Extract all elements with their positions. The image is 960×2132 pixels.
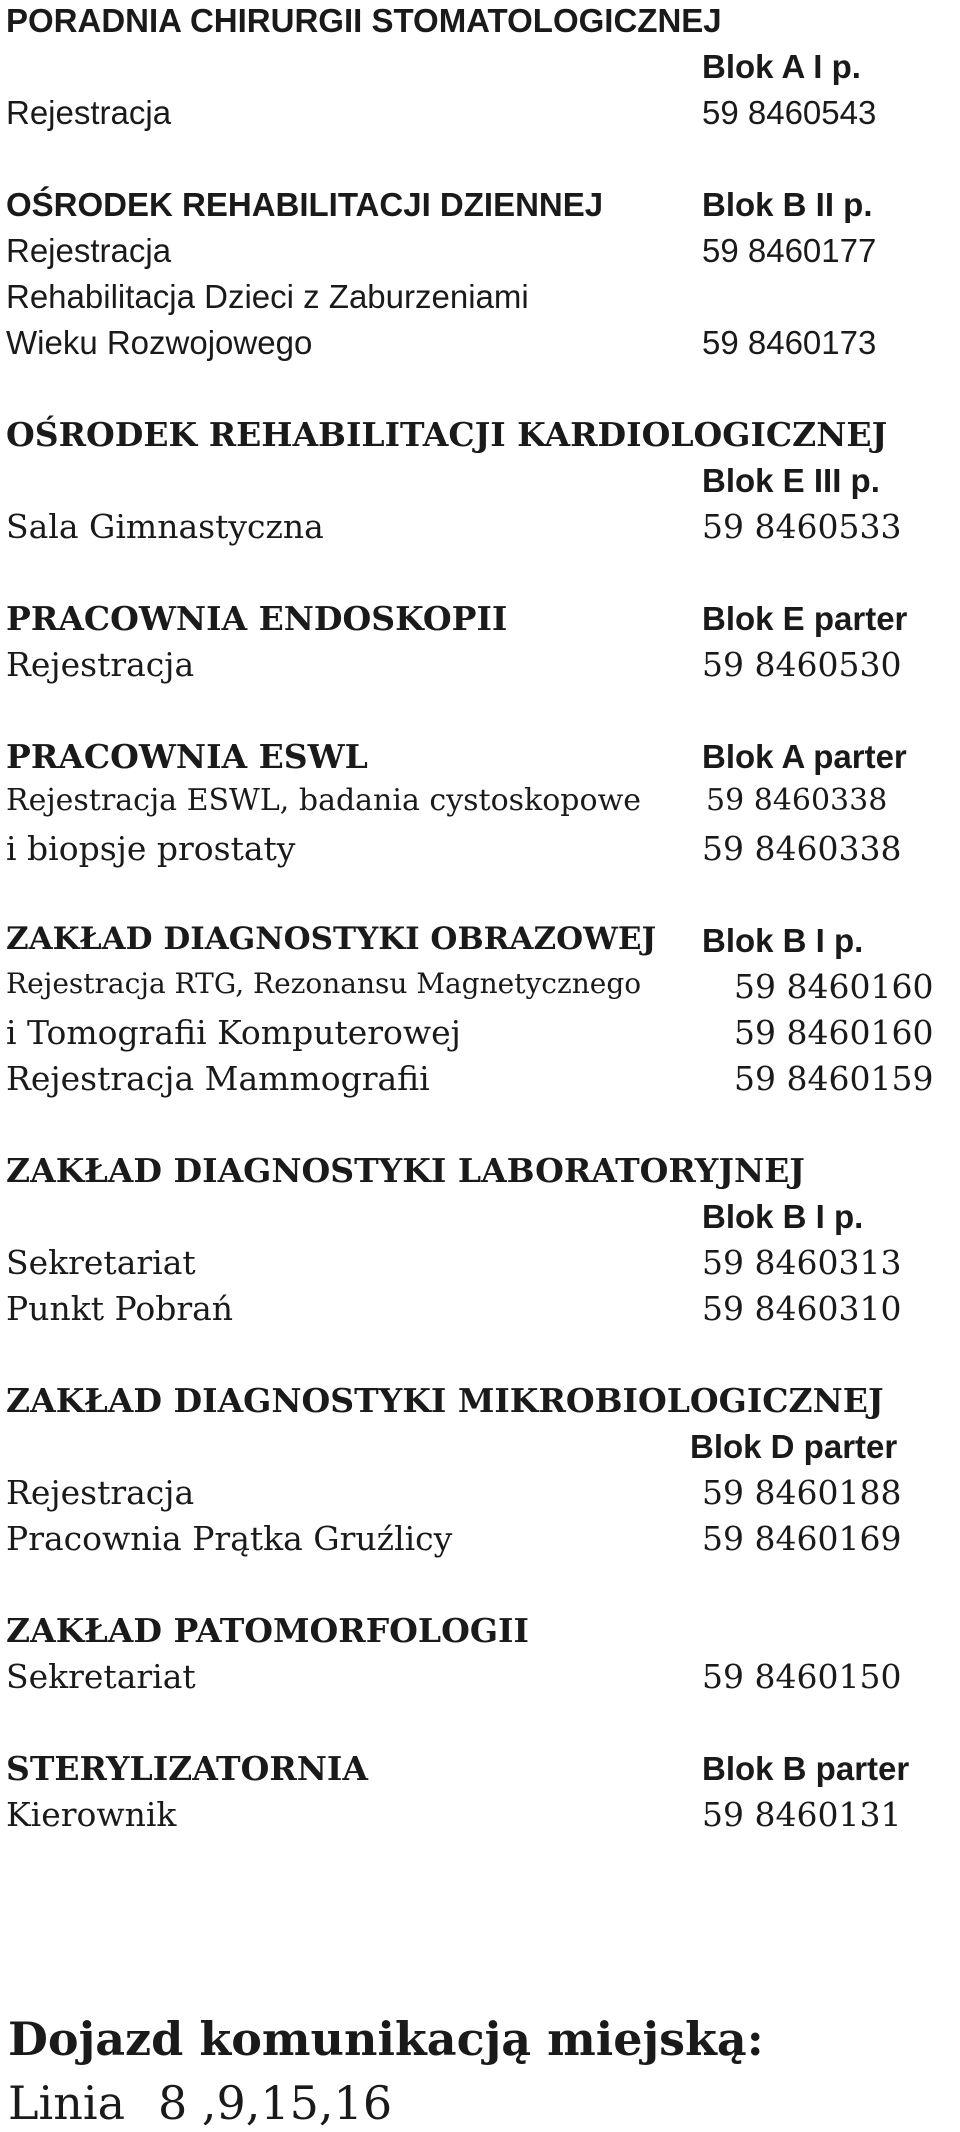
row-label: Rejestracja ESWL, badania cystoskopowe	[6, 783, 641, 818]
section-heading-patomorfologia: ZAKŁAD PATOMORFOLOGII	[6, 1611, 529, 1650]
section-heading-chirurgia: PORADNIA CHIRURGII STOMATOLOGICZNEJ	[6, 2, 722, 39]
row-phone: 59 8460177	[702, 232, 877, 269]
row-label: Rejestracja	[6, 94, 172, 131]
row-phone: 59 8460169	[702, 1519, 902, 1558]
section-heading-rehab-kardio: OŚRODEK REHABILITACJI KARDIOLOGICZNEJ	[6, 415, 888, 454]
location-rehab-kardio: Blok E III p.	[702, 462, 880, 499]
row-phone: 59 8460313	[702, 1243, 902, 1282]
location-endoskopia: Blok E parter	[702, 600, 908, 637]
row-phone: 59 8460173	[702, 324, 877, 361]
row-label: Punkt Pobrań	[6, 1289, 234, 1328]
row-label: Kierownik	[6, 1795, 177, 1834]
section-heading-eswl: PRACOWNIA ESWL	[6, 737, 368, 776]
location-obrazowa: Blok B I p.	[702, 922, 864, 959]
row-phone: 59 8460160	[734, 1013, 934, 1052]
row-phone: 59 8460530	[702, 645, 902, 684]
location-laboratoryjna: Blok B I p.	[702, 1198, 864, 1235]
location-chirurgia: Blok A I p.	[702, 48, 861, 85]
row-label: Rehabilitacja Dzieci z Zaburzeniami	[6, 278, 529, 315]
section-heading-mikrobiologiczna: ZAKŁAD DIAGNOSTYKI MIKROBIOLOGICZNEJ	[6, 1381, 884, 1420]
location-rehab-dzienny: Blok B II p.	[702, 186, 873, 223]
row-label: Sekretariat	[6, 1657, 196, 1696]
row-phone: 59 8460338	[706, 783, 888, 818]
row-phone: 59 8460543	[702, 94, 877, 131]
row-label: Rejestracja RTG, Rezonansu Magnetycznego	[6, 967, 642, 1000]
row-label: Rejestracja	[6, 232, 172, 269]
row-label: i Tomografii Komputerowej	[6, 1013, 461, 1052]
row-phone: 59 8460188	[702, 1473, 902, 1512]
section-heading-rehab-dzienny: OŚRODEK REHABILITACJI DZIENNEJ	[6, 186, 604, 223]
row-label: Rejestracja Mammografii	[6, 1059, 430, 1098]
row-phone: 59 8460160	[734, 967, 934, 1006]
row-phone: 59 8460131	[702, 1795, 902, 1834]
row-label: Rejestracja	[6, 645, 195, 684]
row-phone: 59 8460310	[702, 1289, 902, 1328]
section-heading-laboratoryjna: ZAKŁAD DIAGNOSTYKI LABORATORYJNEJ	[6, 1151, 805, 1190]
row-phone: 59 8460150	[702, 1657, 902, 1696]
row-label: Wieku Rozwojowego	[6, 324, 313, 361]
location-eswl: Blok A parter	[702, 738, 907, 775]
transport-line-label: Linia	[8, 2076, 126, 2130]
section-heading-obrazowa: ZAKŁAD DIAGNOSTYKI OBRAZOWEJ	[6, 921, 657, 957]
row-label: i biopsje prostaty	[6, 829, 296, 868]
transport-heading: Dojazd komunikacją miejską:	[8, 2012, 764, 2066]
row-label: Sekretariat	[6, 1243, 196, 1282]
row-phone: 59 8460533	[702, 507, 902, 546]
row-label: Sala Gimnastyczna	[6, 507, 324, 546]
location-mikrobiologiczna: Blok D parter	[690, 1428, 898, 1465]
section-heading-sterylizatornia: STERYLIZATORNIA	[6, 1749, 368, 1788]
location-sterylizatornia: Blok B parter	[702, 1750, 910, 1787]
transport-line-numbers: 8 ,9,15,16	[158, 2076, 393, 2130]
row-phone: 59 8460338	[702, 829, 902, 868]
row-label: Pracownia Prątka Gruźlicy	[6, 1519, 453, 1558]
section-heading-endoskopia: PRACOWNIA ENDOSKOPII	[6, 599, 508, 638]
row-label: Rejestracja	[6, 1473, 195, 1512]
row-phone: 59 8460159	[734, 1059, 934, 1098]
